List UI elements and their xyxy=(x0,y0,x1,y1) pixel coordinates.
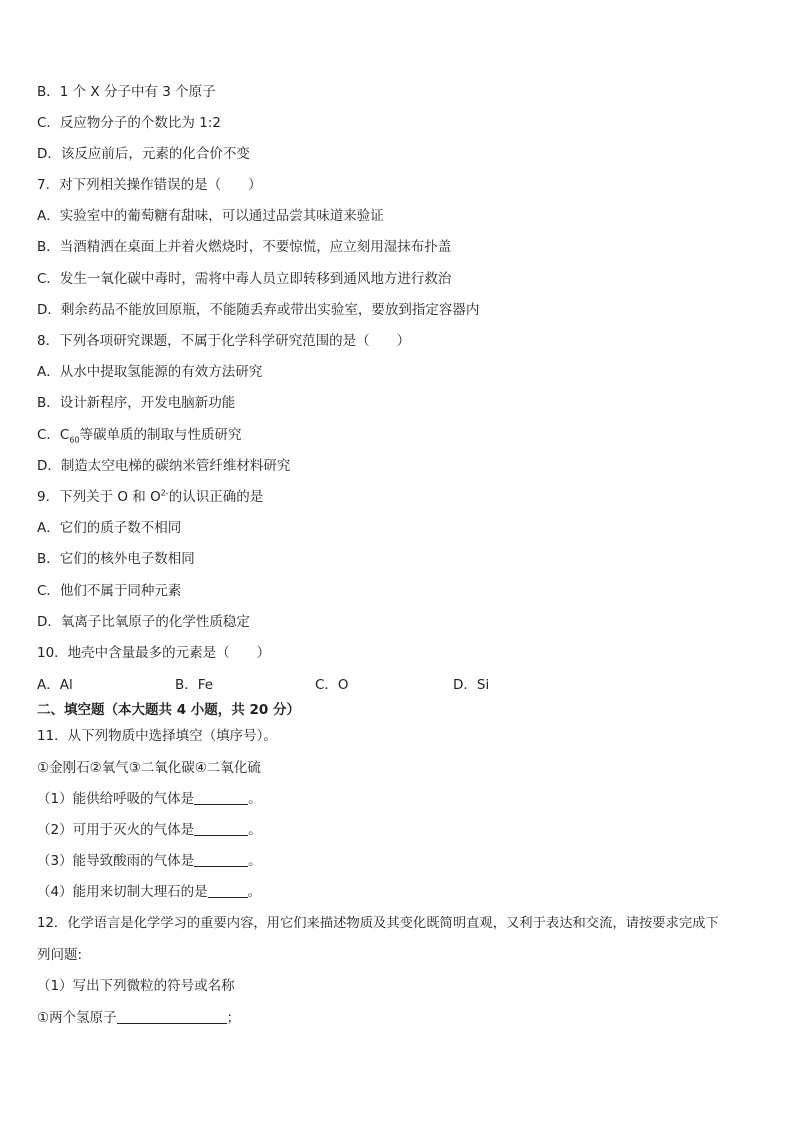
q9-prefix: 9．下列关于 O 和 O xyxy=(37,489,161,505)
q8-option-c xyxy=(37,426,242,444)
q10-option-d: D．Si xyxy=(453,677,490,693)
answer-blank[interactable] xyxy=(208,884,248,898)
q8-stem: 8．下列各项研究课题，不属于化学科学研究范围的是（ ） xyxy=(37,333,411,349)
q9-option-b: B．它们的核外电子数相同 xyxy=(37,551,195,567)
answer-blank[interactable] xyxy=(117,1010,227,1024)
q9-option-a: A．它们的质子数不相同 xyxy=(37,520,182,536)
q11-part-1 xyxy=(37,790,262,808)
q12-stem: 12．化学语言是化学学习的重要内容，用它们来描述物质及其变化既简明直观，又利于表达和交流，请按要求完成下 xyxy=(37,916,719,931)
q9-stem xyxy=(37,488,263,506)
q6-option-b: B．1 个 X 分子中有 3 个原子 xyxy=(37,84,216,100)
q11-substances: ①金刚石②氧气③二氧化碳④二氧化硫 xyxy=(37,760,261,776)
q12-part-1a-text: ①两个氢原子 xyxy=(37,1010,117,1026)
q7-option-b: B．当酒精洒在桌面上并着火燃烧时，不要惊慌，应立刻用湿抹布扑盖 xyxy=(37,239,452,255)
q10-option-a: A．Al xyxy=(37,677,73,693)
q12-stem-continued: 列问题: xyxy=(37,947,83,963)
section-heading-fill-in: 二、填空题（本大题共 4 小题，共 20 分） xyxy=(37,702,300,718)
q11-part-4 xyxy=(37,883,261,901)
q10-option-b: B．Fe xyxy=(175,677,214,693)
q12-part-1: （1）写出下列微粒的符号或名称 xyxy=(37,978,235,994)
q8-option-b: B．设计新程序，开发电脑新功能 xyxy=(37,395,236,411)
answer-blank[interactable] xyxy=(194,791,248,805)
q12-part-1a xyxy=(37,1009,240,1027)
q9-superscript: 2- xyxy=(160,488,169,498)
q8c-subscript: 60 xyxy=(69,435,80,445)
q8-option-a: A．从水中提取氢能源的有效方法研究 xyxy=(37,364,263,380)
q11-part-3-text: （3）能导致酸雨的气体是 xyxy=(37,853,195,869)
q9-suffix: 的认识正确的是 xyxy=(168,489,264,505)
q10-stem: 10．地壳中含量最多的元素是（ ） xyxy=(37,645,271,661)
answer-blank[interactable] xyxy=(194,853,248,867)
q6-option-d: D．该反应前后，元素的化合价不变 xyxy=(37,146,250,162)
q11-part-2-text: （2）可用于灭火的气体是 xyxy=(37,822,195,838)
q11-stem: 11．从下列物质中选择填空（填序号）。 xyxy=(37,728,277,744)
answer-blank[interactable] xyxy=(194,822,248,836)
q7-stem: 7．对下列相关操作错误的是（ ） xyxy=(37,177,262,193)
q11-part-4-text: （4）能用来切制大理石的是 xyxy=(37,884,208,900)
period: 。 xyxy=(248,822,262,838)
q9-option-c: C．他们不属于同种元素 xyxy=(37,583,182,599)
period: 。 xyxy=(248,791,262,807)
q10-option-c: C．O xyxy=(315,677,349,693)
q11-part-3 xyxy=(37,852,262,870)
q11-part-1-text: （1）能供给呼吸的气体是 xyxy=(37,791,195,807)
q9-option-d: D．氧离子比氧原子的化学性质稳定 xyxy=(37,614,250,630)
period: 。 xyxy=(248,853,262,869)
q8c-prefix: C．C xyxy=(37,427,70,443)
q6-option-c: C．反应物分子的个数比为 1:2 xyxy=(37,115,221,131)
q7-option-d: D．剩余药品不能放回原瓶，不能随丢弃或带出实验室，要放到指定容器内 xyxy=(37,302,480,318)
q11-part-2 xyxy=(37,821,262,839)
q7-option-a: A．实验室中的葡萄糖有甜味，可以通过品尝其味道来验证 xyxy=(37,208,384,224)
period: 。 xyxy=(247,884,262,900)
q8c-suffix: 等碳单质的制取与性质研究 xyxy=(79,427,242,443)
q8-option-d: D．制造太空电梯的碳纳米管纤维材料研究 xyxy=(37,458,291,474)
q7-option-c: C．发生一氧化碳中毒时，需将中毒人员立即转移到通风地方进行救治 xyxy=(37,271,452,287)
semicolon: ； xyxy=(226,1010,241,1026)
